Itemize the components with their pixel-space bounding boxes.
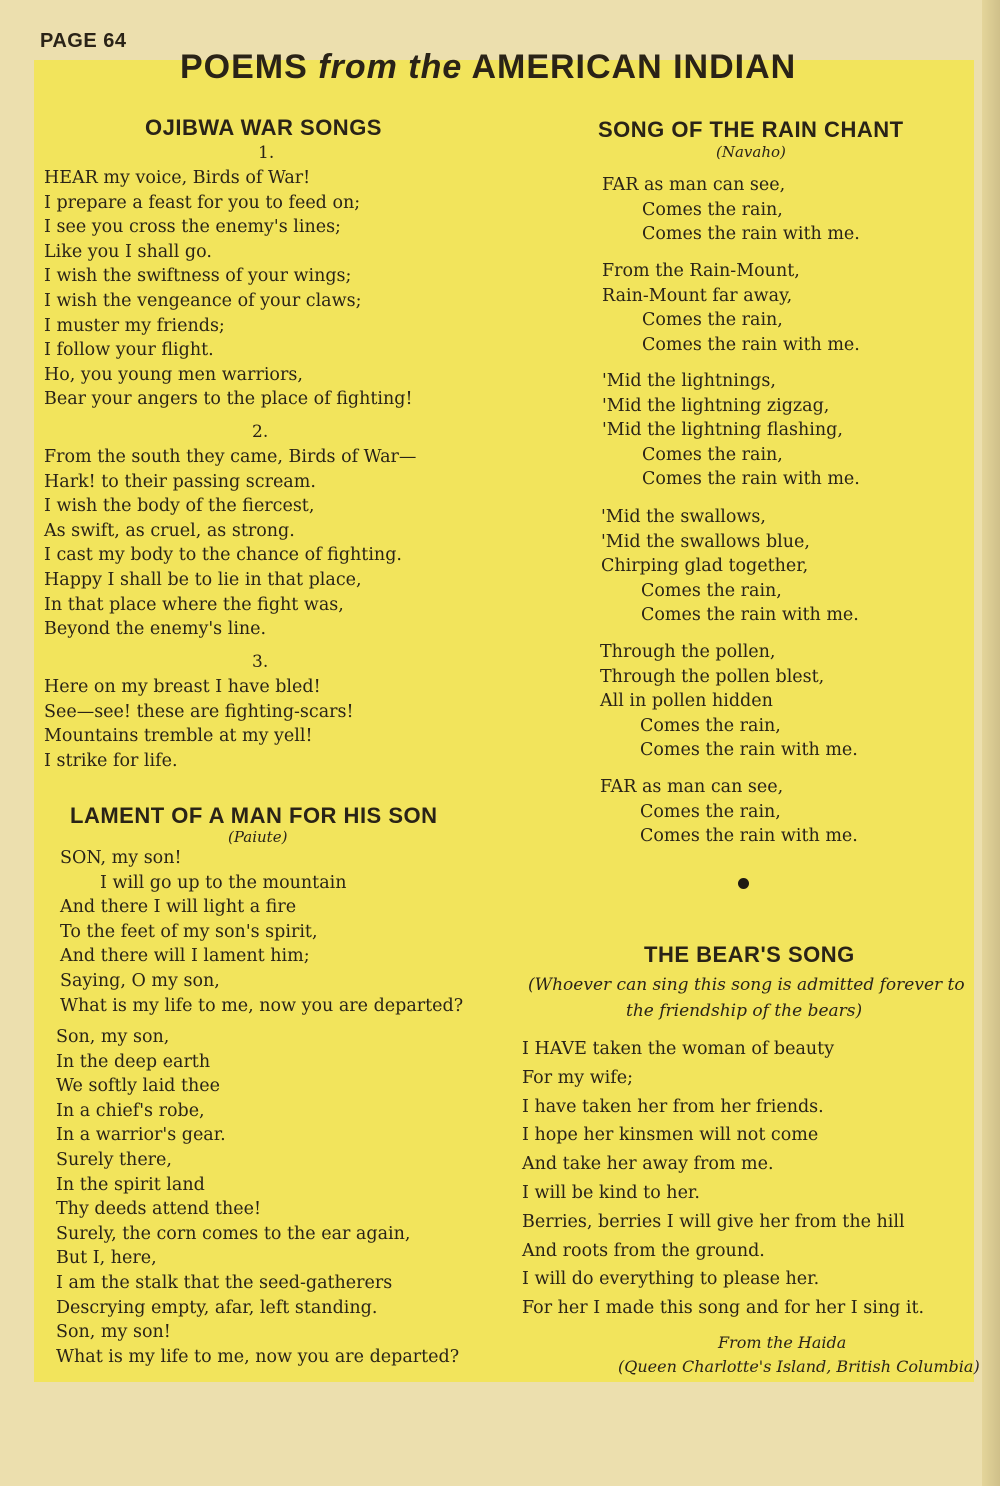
- poem-line: We softly laid thee: [56, 1076, 220, 1097]
- poem-line: And roots from the ground.: [522, 1240, 765, 1261]
- poem-line: And there I will light a fire: [60, 897, 297, 918]
- bear-title: THE BEAR'S SONG: [644, 942, 855, 967]
- poem-line: Comes the rain,: [642, 199, 783, 220]
- rain-stanza-6: [600, 775, 858, 849]
- poem-line: Through the pollen,: [600, 642, 776, 662]
- rain-stanza-5: [600, 640, 858, 763]
- lament-stanza-1: [60, 846, 463, 1018]
- poem-line: Thy deeds attend thee!: [56, 1199, 261, 1220]
- rain-stanza-2: [602, 259, 860, 357]
- ojibwa-stanza-2: [44, 445, 416, 642]
- poem-line: HEAR my voice, Birds of War!: [44, 168, 311, 188]
- poem-line: I will be kind to her.: [522, 1182, 700, 1203]
- ojibwa-number-2: 2.: [252, 422, 269, 442]
- poem-line: Comes the rain with me.: [640, 826, 858, 847]
- poem-line: Hark! to their passing scream.: [44, 471, 316, 492]
- poem-line: 'Mid the lightning flashing,: [602, 420, 843, 441]
- poem-line: Comes the rain with me.: [642, 334, 860, 355]
- poem-line: For my wife;: [522, 1067, 633, 1088]
- poem-line: I wish the swiftness of your wings;: [44, 266, 352, 287]
- section-divider-dot: [738, 878, 749, 889]
- poem-line: Son, my son,: [56, 1027, 170, 1047]
- poem-line: 'Mid the swallows,: [601, 507, 766, 527]
- ojibwa-stanza-3: [44, 675, 354, 773]
- poem-line: What is my life to me, now you are departed?: [60, 995, 464, 1016]
- poem-line: Comes the rain,: [641, 580, 782, 601]
- poem-line: Here on my breast I have bled!: [44, 677, 321, 697]
- poem-line: Bear your angers to the place of fighting!: [44, 389, 413, 410]
- poem-line: Ho, you young men warriors,: [44, 364, 303, 385]
- poem-line: FAR as man can see,: [600, 777, 784, 797]
- rain-stanza-4: [601, 505, 859, 628]
- title-part-3: AMERICAN INDIAN: [471, 48, 797, 86]
- poem-line: FAR as man can see,: [602, 175, 786, 195]
- poem-line: I follow your flight.: [44, 340, 214, 361]
- poem-line: Rain-Mount far away,: [602, 285, 793, 306]
- poem-line: Beyond the enemy's line.: [44, 619, 267, 640]
- poem-line: Comes the rain with me.: [641, 605, 859, 626]
- poem-line: All in pollen hidden: [600, 691, 773, 712]
- poem-line: Comes the rain,: [640, 801, 781, 822]
- bear-credit-source: From the Haida: [718, 1333, 847, 1352]
- poem-line: I cast my body to the chance of fighting.: [44, 545, 402, 566]
- poem-line: Berries, berries I will give her from the hill: [522, 1211, 905, 1232]
- poem-line: In the spirit land: [56, 1174, 205, 1195]
- poem-line: To the feet of my son's spirit,: [60, 921, 318, 942]
- poem-line: I hope her kinsmen will not come: [522, 1125, 819, 1146]
- poem-line: What is my life to me, now you are departed?: [56, 1346, 460, 1367]
- poem-line: I see you cross the enemy's lines;: [44, 217, 341, 238]
- poem-line: I wish the vengeance of your claws;: [44, 290, 362, 311]
- title-part-1: POEMS: [180, 48, 308, 86]
- poem-line: For her I made this song and for her I sing it.: [522, 1298, 925, 1319]
- rain-subtitle: (Navaho): [716, 143, 786, 161]
- bear-credit-location: (Queen Charlotte's Island, British Columbia): [618, 1357, 980, 1376]
- lament-title: LAMENT OF A MAN FOR HIS SON: [70, 803, 438, 828]
- poem-line: See—see! these are fighting-scars!: [44, 701, 354, 722]
- page-edge-shadow: [982, 0, 1000, 1486]
- poem-line: 'Mid the swallows blue,: [601, 531, 810, 552]
- poem-line: Descrying empty, afar, left standing.: [56, 1297, 378, 1318]
- poem-line: In that place where the fight was,: [44, 594, 344, 615]
- rain-stanza-1: [602, 173, 860, 247]
- poem-line: Saying, O my son,: [60, 970, 220, 991]
- poem-line: From the Rain-Mount,: [602, 261, 800, 281]
- rain-title: SONG OF THE RAIN CHANT: [598, 117, 904, 142]
- poem-line: I strike for life.: [44, 750, 178, 771]
- poem-line: And take her away from me.: [522, 1154, 774, 1175]
- poem-line: As swift, as cruel, as strong.: [44, 520, 295, 541]
- poem-line: I prepare a feast for you to feed on;: [44, 192, 361, 213]
- poem-line: 'Mid the lightnings,: [602, 371, 776, 391]
- poem-line: I wish the body of the fiercest,: [44, 496, 315, 517]
- poem-line: Chirping glad together,: [601, 556, 809, 577]
- poem-line: I will go up to the mountain: [100, 872, 347, 893]
- poem-line: Comes the rain with me.: [640, 740, 858, 761]
- poem-line: In the deep earth: [56, 1051, 211, 1072]
- ojibwa-title: OJIBWA WAR SONGS: [145, 115, 382, 140]
- poem-line: I will do everything to please her.: [522, 1269, 820, 1290]
- poem-line: SON, my son!: [60, 848, 182, 868]
- poem-line: Surely, the corn comes to the ear again,: [56, 1223, 411, 1244]
- ojibwa-number-1: 1.: [258, 143, 275, 163]
- poem-line: I am the stalk that the seed-gatherers: [56, 1272, 393, 1293]
- poem-line: 'Mid the lightning zigzag,: [602, 395, 830, 416]
- poem-line: Mountains tremble at my yell!: [44, 726, 313, 747]
- poem-line: Like you I shall go.: [44, 241, 212, 262]
- poem-line: Through the pollen blest,: [600, 666, 825, 687]
- poem-line: Comes the rain,: [640, 715, 781, 736]
- poem-line: I have taken her from her friends.: [522, 1096, 824, 1117]
- poem-line: Son, my son!: [56, 1322, 171, 1343]
- page-title: [180, 48, 796, 87]
- poem-line: Comes the rain with me.: [642, 469, 860, 490]
- poem-line: But I, here,: [56, 1248, 157, 1269]
- poem-line: Comes the rain,: [642, 310, 783, 331]
- bear-stanza: [522, 1035, 924, 1323]
- bear-note-line-2: the friendship of the bears): [626, 1001, 863, 1021]
- bear-note-line-1: (Whoever can sing this song is admitted forever to: [528, 975, 965, 995]
- rain-stanza-3: [602, 369, 860, 492]
- lament-subtitle: (Paiute): [228, 828, 288, 846]
- poem-line: Surely there,: [56, 1149, 172, 1170]
- ojibwa-number-3: 3.: [252, 652, 269, 672]
- poem-line: From the south they came, Birds of War—: [44, 447, 417, 467]
- poem-line: Comes the rain with me.: [642, 224, 860, 245]
- poem-line: In a chief's robe,: [56, 1100, 205, 1121]
- poem-line: Happy I shall be to lie in that place,: [44, 569, 362, 590]
- poem-line: I muster my friends;: [44, 315, 225, 336]
- poem-line: And there will I lament him;: [60, 946, 310, 967]
- page-number: PAGE 64: [40, 30, 127, 52]
- poem-line: I HAVE taken the woman of beauty: [522, 1039, 835, 1059]
- poem-line: In a warrior's gear.: [56, 1125, 226, 1146]
- title-part-2: from the: [318, 48, 463, 86]
- lament-stanza-2: [56, 1025, 459, 1369]
- ojibwa-stanza-1: [44, 166, 413, 412]
- poem-line: Comes the rain,: [642, 444, 783, 465]
